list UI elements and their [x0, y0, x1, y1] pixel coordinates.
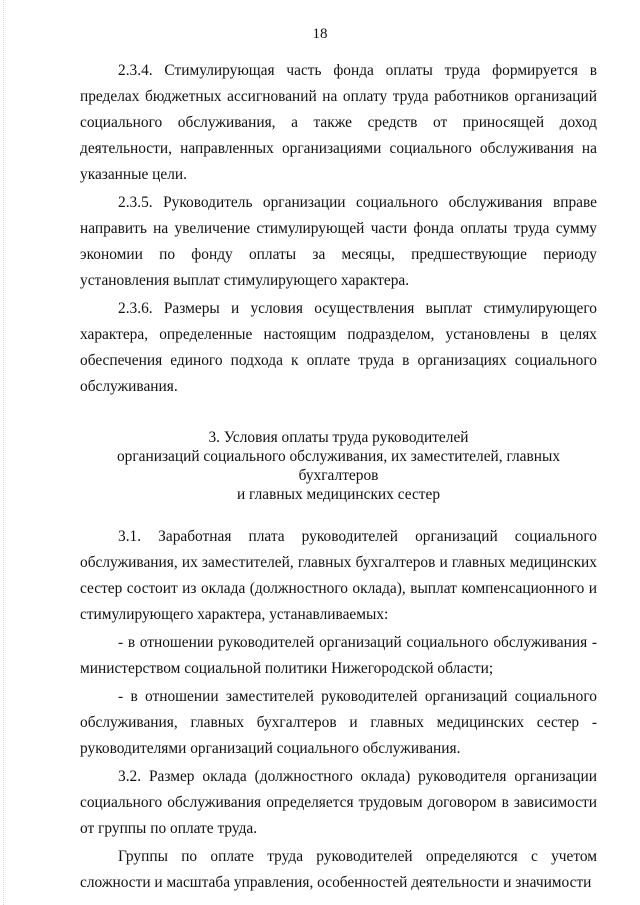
- paragraph-2-3-5: 2.3.5. Руководитель организации социального обслуживания вправе направить на увеличение стимулирующей части фонда оплаты труда сумму экономии по фонду оплаты за месяцы, предшествующие периоду установления выплат стимулирующего характера.: [80, 194, 597, 289]
- page-number: 18: [312, 26, 328, 42]
- section-3-title: [80, 428, 597, 504]
- document-body: [80, 58, 597, 898]
- list-item-heads: - в отношении руководителей организаций социального обслуживания - министерством социальной политики Нижегородской области;: [80, 634, 597, 677]
- list-item-deputies: - в отношении заместителей руководителей организаций социального обслуживания, главных бухгалтеров и главных медицинских сестер - руководителями организаций социального обслуживания.: [80, 688, 597, 757]
- scan-edge: [3, 0, 5, 905]
- section-title-line-3: и главных медицинских сестер: [236, 486, 441, 503]
- paragraph-groups: Группы по оплате труда руководителей определяются с учетом сложности и масштаба управления, особенностей деятельности и значимости: [80, 848, 597, 891]
- paragraph-3-2: 3.2. Размер оклада (должностного оклада) руководителя организации социального обслуживания определяется трудовым договором в зависимости от группы по оплате труда.: [80, 768, 597, 837]
- section-title-line-1: 3. Условия оплаты труда руководителей: [208, 429, 469, 446]
- paragraph-3-1: 3.1. Заработная плата руководителей организаций социального обслуживания, их заместителей, главных бухгалтеров и главных медицинских сестер состоит из оклада (должностного оклада), выплат компенсационного и стимулирующего характера, устанавливаемых:: [80, 528, 597, 623]
- paragraph-2-3-6: 2.3.6. Размеры и условия осуществления выплат стимулирующего характера, определенные настоящим подразделом, установлены в целях обеспечения единого подхода к оплате труда в организациях социального обслуживания.: [80, 300, 597, 395]
- section-title-line-2: организаций социального обслуживания, их заместителей, главных бухгалтеров: [116, 448, 561, 484]
- paragraph-2-3-4: 2.3.4. Стимулирующая часть фонда оплаты труда формируется в пределах бюджетных ассигнований на оплату труда работников организаций социального обслуживания, а также средств от приносящей доход деятельности, направленных организациями социального обслуживания на указанные цели.: [80, 62, 597, 183]
